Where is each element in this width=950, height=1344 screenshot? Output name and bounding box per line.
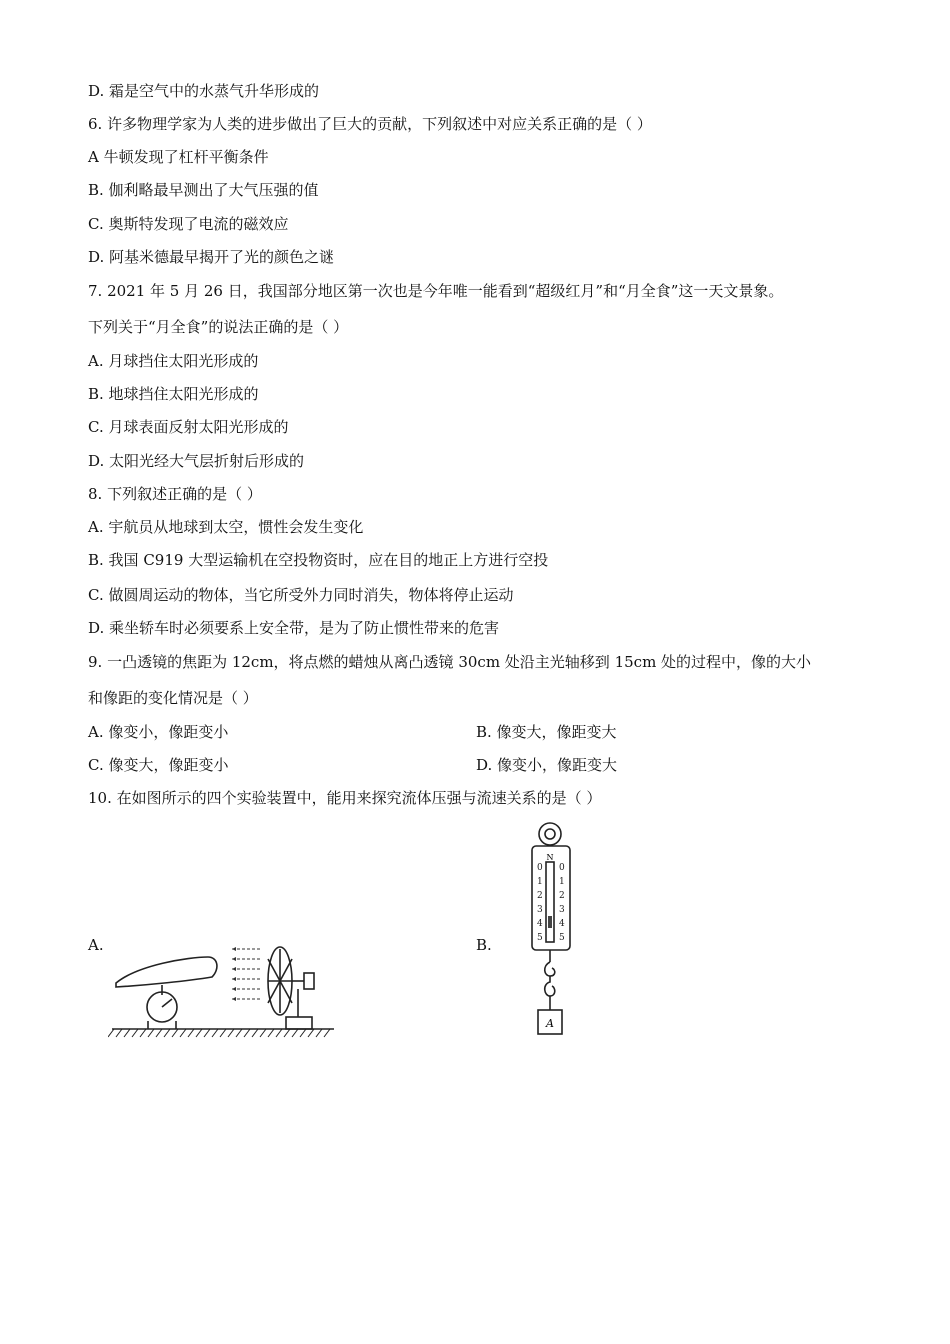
q6-option-b: B. 伽利略最早测出了大气压强的值 — [88, 181, 319, 199]
scale-tick-right: 4 — [559, 919, 565, 929]
q6-option-d: D. 阿基米德最早揭开了光的颜色之谜 — [88, 248, 335, 266]
scale-tick-left: 1 — [537, 877, 543, 887]
q9-option-d: D. 像变小，像距变大 — [476, 756, 618, 774]
scale-tick-right: 3 — [559, 905, 565, 915]
figure-b-spring-scale — [522, 820, 582, 1042]
q5-option-d: D. 霜是空气中的水蒸气升华形成的 — [88, 82, 320, 100]
scale-tick-left: 4 — [537, 919, 543, 929]
weight-label: A — [546, 1017, 554, 1030]
q7-option-c: C. 月球表面反射太阳光形成的 — [88, 418, 289, 436]
scale-tick-right: 1 — [559, 877, 565, 887]
q8-option-d: D. 乘坐轿车时必须要系上安全带，是为了防止惯性带来的危害 — [88, 619, 500, 637]
q8-option-a: A. 宇航员从地球到太空，惯性会发生变化 — [88, 518, 364, 536]
q7-option-d: D. 太阳光经大气层折射后形成的 — [88, 452, 305, 470]
q7-option-b: B. 地球挡住太阳光形成的 — [88, 385, 259, 403]
q10-label-b: B. — [476, 936, 492, 954]
scale-tick-right: 0 — [559, 863, 565, 873]
scale-tick-left: 3 — [537, 905, 543, 915]
q10-label-a: A. — [88, 936, 104, 954]
scale-tick-right: 2 — [559, 891, 565, 901]
q9-option-c: C. 像变大，像距变小 — [88, 756, 229, 774]
q8-option-b: B. 我国 C919 大型运输机在空投物资时，应在目的地正上方进行空投 — [88, 551, 549, 569]
q8-option-c: C. 做圆周运动的物体，当它所受外力同时消失，物体将停止运动 — [88, 586, 514, 604]
q9-option-b: B. 像变大，像距变大 — [476, 723, 617, 741]
q6-option-c: C. 奥斯特发现了电流的磁效应 — [88, 215, 289, 233]
scale-tick-left: 0 — [537, 863, 543, 873]
scale-tick-right: 5 — [559, 933, 565, 943]
q6-stem: 6. 许多物理学家为人类的进步做出了巨大的贡献，下列叙述中对应关系正确的是（ ） — [88, 115, 652, 133]
q8-stem: 8. 下列叙述正确的是（ ） — [88, 485, 262, 503]
q9-stem: 9. 一凸透镜的焦距为 12cm，将点燃的蜡烛从离凸透镜 30cm 处沿主光轴移到 15cm 处的过程中，像的大小 — [88, 653, 812, 671]
scale-tick-left: 5 — [537, 933, 543, 943]
figure-a-airfoil-fan — [108, 935, 338, 1045]
q10-stem: 10. 在如图所示的四个实验装置中，能用来探究流体压强与流速关系的是（ ） — [88, 789, 602, 807]
scale-top-letter: N — [546, 853, 554, 862]
q7-stem: 7. 2021 年 5 月 26 日，我国部分地区第一次也是今年唯一能看到“超级红月”和“月全食”这一天文景象。 — [88, 282, 784, 300]
q7-option-a: A. 月球挡住太阳光形成的 — [88, 352, 259, 370]
q9-option-a: A. 像变小，像距变小 — [88, 723, 229, 741]
q6-option-a: A 牛顿发现了杠杆平衡条件 — [88, 148, 269, 166]
q9-stem-cont: 和像距的变化情况是（ ） — [88, 689, 258, 707]
q7-stem-cont: 下列关于“月全食”的说法正确的是（ ） — [88, 318, 349, 336]
scale-tick-left: 2 — [537, 891, 543, 901]
